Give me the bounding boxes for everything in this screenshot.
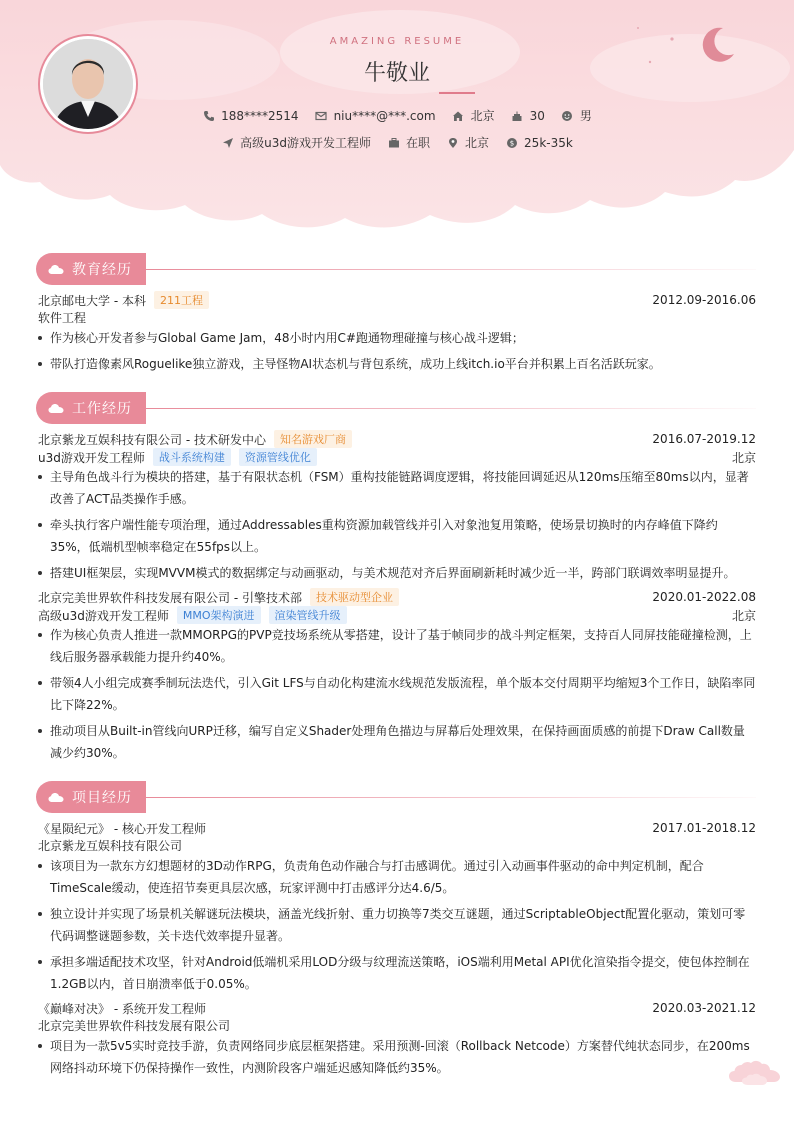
- intention-row: [0, 134, 794, 151]
- home-icon: [452, 109, 465, 122]
- briefcase-icon: [387, 136, 400, 149]
- project-period: 2020.03-2021.12: [652, 1001, 756, 1015]
- project-company: 北京完美世界软件科技发展有限公司: [38, 1019, 231, 1033]
- list-item: 项目为一款5v5实时竞技手游，负责网络同步底层框架搭建。采用预测-回滚（Rollback Netcode）方案替代纯状态同步，在200ms网络抖动环境下仍保持操作一致性，内测阶段客户端延迟感知降低约35%。: [38, 1035, 756, 1079]
- list-item: 主导角色战斗行为模块的搭建，基于有限状态机（FSM）重构技能链路调度逻辑，将技能回调延迟从120ms压缩至80ms以内，显著改善了ACT品类操作手感。: [38, 466, 756, 510]
- work-period: 2016.07-2019.12: [652, 432, 756, 446]
- section-divider: [146, 408, 756, 409]
- work-2-header: [38, 588, 756, 606]
- section-header-projects: [36, 781, 756, 813]
- section-title: 项目经历: [72, 790, 132, 806]
- section-divider: [146, 797, 756, 798]
- name-underline: [439, 92, 475, 94]
- project-company: 北京紫龙互娱科技有限公司: [38, 839, 183, 853]
- send-icon: [221, 136, 234, 149]
- intention-city: 北京: [446, 134, 489, 151]
- work-2-role: [38, 606, 756, 624]
- job-title: 高级u3d游戏开发工程师: [38, 608, 169, 623]
- cloud-icon: [48, 792, 64, 803]
- list-item: 独立设计并实现了场景机关解谜玩法模块，涵盖光线折射、重力切换等7类交互谜题，通过ScriptableObject配置化驱动，策划可零代码调整谜题参数，关卡迭代效率提升显著。: [38, 903, 756, 947]
- project-1-header: [38, 819, 756, 837]
- dollar-icon: [505, 136, 518, 149]
- location-pin-icon: [446, 136, 459, 149]
- list-item: 带队打造像素风Roguelike独立游戏，主导怪物AI状态机与背包系统，成功上线itch.io平台并积累上百名活跃玩家。: [38, 353, 756, 375]
- project-name: 《巅峰对决》 - 系统开发工程师: [38, 1001, 206, 1016]
- company-name: 北京紫龙互娱科技有限公司 - 技术研发中心: [38, 432, 266, 447]
- list-item: 推动项目从Built-in管线向URP迁移，编写自定义Shader处理角色描边与屏幕后处理效果，在保持画面质感的前提下Draw Call数量减少约30%。: [38, 720, 756, 764]
- section-title: 工作经历: [72, 401, 132, 417]
- intention-status: 在职: [387, 134, 430, 151]
- skill-tag: 资源管线优化: [239, 448, 317, 466]
- contact-email: niu****@***.com: [315, 109, 436, 123]
- school-tag: 211工程: [154, 291, 209, 309]
- candidate-name: 牛敬业: [363, 61, 430, 86]
- company-tag: 技术驱动型企业: [310, 588, 399, 606]
- contact-age: 30: [511, 109, 545, 123]
- work-city: 北京: [731, 608, 756, 623]
- mail-icon: [315, 109, 328, 122]
- resume-subtitle: AMAZING RESUME: [329, 36, 465, 47]
- smile-icon: [561, 109, 574, 122]
- skill-tag: MMO架构演进: [177, 606, 261, 624]
- work-city: 北京: [731, 450, 756, 465]
- intention-salary: $ 25k-35k: [505, 136, 573, 150]
- company-tag: 知名游戏厂商: [274, 430, 352, 448]
- company-name: 北京完美世界软件科技发展有限公司 - 引擎技术部: [38, 590, 302, 605]
- list-item: 该项目为一款东方幻想题材的3D动作RPG，负责角色动作融合与打击感调优。通过引入动画事件驱动的命中判定机制，配合TimeScale缓动，使连招节奏更具层次感，玩家评测中打击感评分达4.6/5。: [38, 855, 756, 899]
- cloud-icon: [48, 403, 64, 414]
- cloud-icon: [48, 264, 64, 275]
- major: 软件工程: [38, 311, 87, 325]
- list-item: 搭建UI框架层，实现MVVM模式的数据绑定与动画驱动，与美术规范对齐后界面刷新耗时减少近一半，跨部门联调效率明显提升。: [38, 562, 756, 584]
- list-item: 作为核心开发者参与Global Game Jam，48小时内用C#跑通物理碰撞与核心战斗逻辑；: [38, 327, 756, 349]
- education-period: 2012.09-2016.06: [652, 293, 756, 307]
- section-divider: [146, 269, 756, 270]
- job-title: u3d游戏开发工程师: [38, 450, 145, 465]
- decorative-cloud-icon: [728, 1058, 784, 1086]
- list-item: 作为核心负责人推进一款MMORPG的PVP竞技场系统从零搭建，设计了基于帧同步的战斗判定框架，支持百人同屏技能碰撞检测，上线后服务器承载能力提升约40%。: [38, 624, 756, 668]
- section-header-work: [36, 392, 756, 424]
- contact-gender: 男: [561, 107, 592, 124]
- skill-tag: 渲染管线升级: [269, 606, 347, 624]
- phone-icon: [202, 109, 215, 122]
- education-header: [38, 291, 756, 309]
- section-header-education: [36, 253, 756, 285]
- cake-icon: [511, 109, 524, 122]
- school-name: 北京邮电大学 - 本科: [38, 293, 146, 308]
- svg-text:$: $: [509, 139, 514, 148]
- project-name: 《星陨纪元》 - 核心开发工程师: [38, 821, 206, 836]
- moon-icon: [697, 25, 737, 65]
- contact-phone: 188****2514: [202, 109, 298, 123]
- contact-hometown: 北京: [452, 107, 495, 124]
- intention-position: 高级u3d游戏开发工程师: [221, 134, 371, 151]
- list-item: 承担多端适配技术攻坚，针对Android低端机采用LOD分级与纹理流送策略，iOS端利用Metal API优化渲染指令提交，使包体控制在1.2GB以内，首日崩溃率低于0.05%。: [38, 951, 756, 995]
- work-1-role: [38, 448, 756, 466]
- work-period: 2020.01-2022.08: [652, 590, 756, 604]
- project-period: 2017.01-2018.12: [652, 821, 756, 835]
- list-item: 牵头执行客户端性能专项治理，通过Addressables重构资源加载管线并引入对象池复用策略，使场景切换时的内存峰值下降约35%，低端机型帧率稳定在55fps以上。: [38, 514, 756, 558]
- work-1-header: [38, 430, 756, 448]
- skill-tag: 战斗系统构建: [153, 448, 231, 466]
- contact-row: [0, 107, 794, 124]
- project-2-header: [38, 999, 756, 1017]
- list-item: 带领4人小组完成赛季制玩法迭代，引入Git LFS与自动化构建流水线规范发版流程，单个版本交付周期平均缩短3个工作日，缺陷率同比下降22%。: [38, 672, 756, 716]
- section-title: 教育经历: [72, 262, 132, 278]
